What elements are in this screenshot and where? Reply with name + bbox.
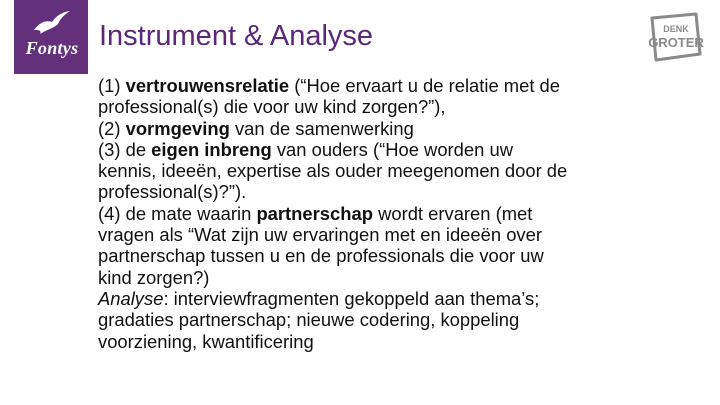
- page-title: Instrument & Analyse: [99, 20, 374, 52]
- text-line: [98, 139, 678, 160]
- bold-term: vormgeving: [125, 117, 230, 139]
- text-segment: professional(s)?”).: [98, 181, 247, 203]
- fontys-bird-logo-icon: [32, 10, 72, 36]
- text-segment: voorziening, kwantificering: [98, 330, 314, 352]
- text-segment: (2): [98, 117, 126, 139]
- logo-text: Fontys: [25, 38, 79, 58]
- denk-groter-badge: [642, 8, 706, 66]
- text-line: [98, 118, 678, 139]
- text-line: [98, 96, 678, 117]
- text-line: [98, 75, 678, 96]
- text-segment: (1): [98, 75, 126, 96]
- text-segment: kennis, ideeën, expertise als ouder meegenomen door de: [98, 160, 568, 182]
- text-line: [98, 245, 678, 266]
- text-line: [98, 160, 678, 181]
- text-segment: (3) de: [98, 138, 152, 160]
- text-line: [98, 224, 678, 245]
- text-segment: wordt ervaren (met: [372, 202, 533, 224]
- fontys-logo: [14, 0, 88, 74]
- badge-line1: DENK: [663, 24, 689, 34]
- italic-term: Analyse: [98, 287, 164, 309]
- text-segment: : interviewfragmenten gekoppeld aan thema’s;: [163, 287, 540, 309]
- text-segment: gradaties partnerschap; nieuwe codering, koppeling: [98, 309, 520, 331]
- text-line: [98, 181, 678, 202]
- text-line: [98, 331, 678, 352]
- text-line: [98, 309, 678, 330]
- bold-term: eigen inbreng: [151, 138, 272, 160]
- bold-term: partnerschap: [256, 202, 373, 224]
- text-segment: van ouders (“Hoe worden uw: [271, 138, 513, 160]
- text-line: [98, 267, 678, 288]
- text-line: [98, 288, 678, 309]
- text-segment: partnerschap tussen u en de professionals die voor uw: [98, 245, 544, 267]
- body-text: [98, 75, 678, 352]
- text-line: [98, 203, 678, 224]
- text-segment: (4) de mate waarin: [98, 202, 257, 224]
- badge-line2: GROTER: [648, 35, 704, 50]
- text-segment: vragen als “Wat zijn uw ervaringen met en ideeën over: [98, 224, 542, 246]
- text-segment: kind zorgen?): [98, 266, 210, 288]
- bold-term: vertrouwensrelatie: [125, 75, 290, 96]
- text-segment: van de samenwerking: [229, 117, 414, 139]
- text-segment: professional(s) die voor uw kind zorgen?”),: [98, 96, 446, 118]
- text-segment: (“Hoe ervaart u de relatie met de: [289, 75, 561, 96]
